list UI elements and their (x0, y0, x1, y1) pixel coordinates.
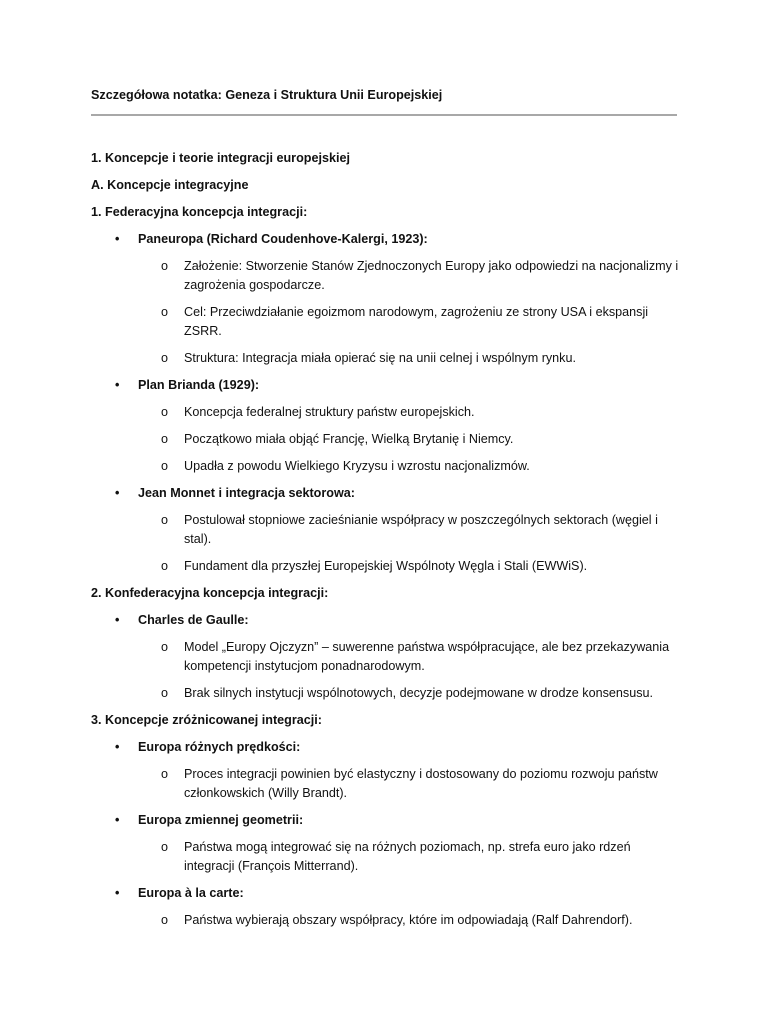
bullet-circle-icon: o (161, 259, 169, 273)
sub-list (138, 249, 679, 368)
sub-list-item (138, 903, 679, 930)
list-item (91, 884, 679, 930)
point-text: Cel: Przeciwdziałanie egoizmom narodowym, zagrożeniu ze strony USA i ekspansji ZSRR. (184, 305, 649, 338)
bullet-circle-icon: o (161, 767, 169, 781)
bullet-circle-icon: o (161, 686, 169, 700)
bullet-dot-icon: • (115, 232, 120, 246)
point-text: Proces integracji powinien być elastyczny i dostosowany do poziomu rozwoju państw członkowskich (Willy Brandt). (184, 767, 658, 800)
section-heading: 1. Koncepcje i teorie integracji europejskiej (91, 151, 350, 165)
point-text: Postulował stopniowe zacieśnianie współpracy w poszczególnych sektorach (węgiel i stal). (184, 513, 658, 546)
sub-list-item (138, 630, 679, 676)
bullet-circle-icon: o (161, 559, 169, 573)
list-item (91, 376, 679, 476)
bullet-dot-icon: • (115, 813, 120, 827)
sub-list-item (138, 395, 679, 422)
list-item (91, 611, 679, 703)
item-label: Paneuropa (Richard Coudenhove-Kalergi, 1923): (138, 232, 428, 246)
bullet-circle-icon: o (161, 459, 169, 473)
concept-groups (91, 195, 679, 930)
group-heading: 3. Koncepcje zróżnicowanej integracji: (91, 713, 322, 727)
point-text: Koncepcja federalnej struktury państw europejskich. (184, 405, 475, 419)
bullet-dot-icon: • (115, 378, 120, 392)
item-label: Europa zmiennej geometrii: (138, 813, 304, 827)
sub-list-item (138, 549, 679, 576)
sub-list-item (138, 422, 679, 449)
bullet-circle-icon: o (161, 405, 169, 419)
bullet-list (91, 730, 679, 930)
group-heading: 2. Konfederacyjna koncepcja integracji: (91, 586, 329, 600)
point-text: Założenie: Stworzenie Stanów Zjednoczonych Europy jako odpowiedzi na nacjonalizmy i zagrożenia gospodarcze. (184, 259, 679, 292)
point-text: Model „Europy Ojczyzn” – suwerenne państwa współpracujące, ale bez przekazywania kompetencji instytucjom ponadnarodowym. (184, 640, 670, 673)
item-label: Plan Brianda (1929): (138, 378, 260, 392)
list-item (91, 230, 679, 368)
sub-list-item (138, 249, 679, 295)
item-label: Europa różnych prędkości: (138, 740, 301, 754)
item-label: Jean Monnet i integracja sektorowa: (138, 486, 355, 500)
bullet-list (91, 603, 679, 703)
list-item (91, 811, 679, 876)
bullet-dot-icon: • (115, 740, 120, 754)
item-label: Charles de Gaulle: (138, 613, 249, 627)
sub-list (138, 757, 679, 803)
sub-list-item (138, 830, 679, 876)
sub-list (138, 630, 679, 703)
sub-list (138, 830, 679, 876)
list-item (91, 738, 679, 803)
point-text: Upadła z powodu Wielkiego Kryzysu i wzrostu nacjonalizmów. (184, 459, 530, 473)
bullet-dot-icon: • (115, 613, 120, 627)
sub-list-item (138, 449, 679, 476)
sub-list-item (138, 503, 679, 549)
subsection-heading: A. Koncepcje integracyjne (91, 178, 249, 192)
bullet-dot-icon: • (115, 886, 120, 900)
item-label: Europa à la carte: (138, 886, 244, 900)
bullet-circle-icon: o (161, 640, 169, 654)
document-body (91, 86, 679, 930)
point-text: Państwa wybierają obszary współpracy, które im odpowiadają (Ralf Dahrendorf). (184, 913, 633, 927)
bullet-circle-icon: o (161, 351, 169, 365)
point-text: Struktura: Integracja miała opierać się na unii celnej i wspólnym rynku. (184, 351, 576, 365)
sub-list (138, 903, 679, 930)
bullet-circle-icon: o (161, 840, 169, 854)
document-title: Szczegółowa notatka: Geneza i Struktura Unii Europejskiej (91, 88, 443, 102)
sub-list (138, 503, 679, 576)
sub-list-item (138, 676, 679, 703)
point-text: Państwa mogą integrować się na różnych poziomach, np. strefa euro jako rdzeń integracji (François Mitterrand). (184, 840, 631, 873)
sub-list (138, 395, 679, 476)
bullet-circle-icon: o (161, 513, 169, 527)
group-heading: 1. Federacyjna koncepcja integracji: (91, 205, 308, 219)
list-item (91, 484, 679, 576)
bullet-list (91, 222, 679, 576)
bullet-dot-icon: • (115, 486, 120, 500)
bullet-circle-icon: o (161, 432, 169, 446)
point-text: Początkowo miała objąć Francję, Wielką Brytanię i Niemcy. (184, 432, 514, 446)
sub-list-item (138, 757, 679, 803)
bullet-circle-icon: o (161, 305, 169, 319)
point-text: Fundament dla przyszłej Europejskiej Wspólnoty Węgla i Stali (EWWiS). (184, 559, 588, 573)
sub-list-item (138, 341, 679, 368)
sub-list-item (138, 295, 679, 341)
bullet-circle-icon: o (161, 913, 169, 927)
point-text: Brak silnych instytucji wspólnotowych, decyzje podejmowane w drodze konsensusu. (184, 686, 654, 700)
